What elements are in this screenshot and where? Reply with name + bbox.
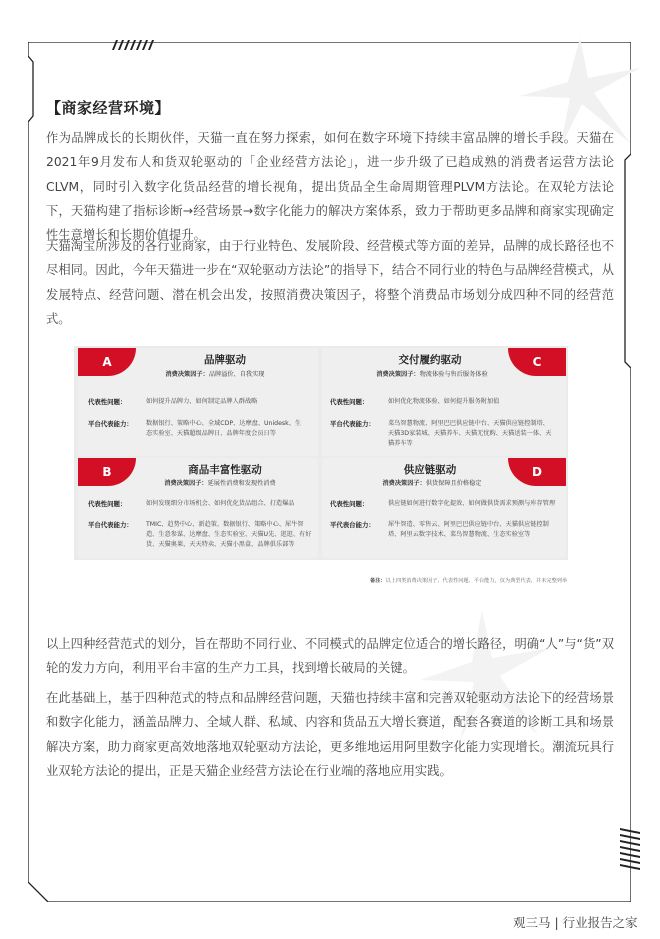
quadrant-b-title: 商品丰富性驱动 xyxy=(188,464,262,476)
quadrant-d-factor: 消费决策因子：供货保障且价格稳定 xyxy=(382,480,482,487)
quadrant-a-capability-label: 平台代表能力： xyxy=(88,420,133,428)
stripes-bottom-decoration xyxy=(620,826,640,872)
quadrant-b-factor: 消费决策因子：延展性消费和发现性消费 xyxy=(164,480,276,487)
quadrant-a-factor: 消费决策因子：品牌溢价、自我实现 xyxy=(165,371,265,378)
quadrant-b-question-label: 代表性问题： xyxy=(88,500,127,508)
quadrant-c-capability-label: 平台代表能力： xyxy=(330,420,375,428)
quadrant-d-question-label: 代表性问题： xyxy=(330,500,369,508)
quadrant-b-question-value: 如何发现细分市场机会、如何优化货品组合、打造爆品 xyxy=(146,500,295,507)
quadrant-c-question-label: 代表性问题： xyxy=(330,398,369,406)
quadrant-d-question-value: 供应链如何进行数字化提效、如何做供货需求预测与库存管理 xyxy=(388,500,556,507)
source-watermark: 观三马 | 行业报告之家 xyxy=(513,915,638,930)
quadrant-a-question-label: 代表性问题： xyxy=(88,398,127,406)
quadrant-c-question-value: 如何优化物流体验、如何提升服务附加值 xyxy=(388,398,500,405)
badge-b: B xyxy=(78,458,136,486)
stripes-top-decoration xyxy=(110,40,158,50)
paragraph-4: 在此基础上，基于四种范式的特点和品牌经营问题，天猫也持续丰富和完善双轮驱动方法论下的经营场景和数字化能力，涵盖品牌力、全域人群、私域、内容和货品五大增长赛道，配套各赛道的诊断工具和场景解决方案，助力商家更高效地落地双轮驱动方法论，更多维地运用阿里数字化能力实现增长。潮流玩具行业双轮方法论的提出，正是天猫企业经营方法论在行业端的落地应用实践。 xyxy=(46,691,614,778)
quadrant-a-question-value: 如何提升品牌力、如何制定品牌人群战略 xyxy=(146,398,258,405)
quadrant-d-title: 供应链驱动 xyxy=(403,464,457,476)
quadrant-b-capability-label: 平台代表能力： xyxy=(88,521,133,529)
quadrant-c-title: 交付履约驱动 xyxy=(398,354,462,366)
badge-a: A xyxy=(78,348,136,376)
quadrant-b-capability-value: TMIC、趋势中心、新趋策、数据银行、策略中心、犀牛智造、生意参谋、达摩盘、生态实验室、天猫U先、逛逛、有好货、天猫奥莱、天天特卖、天猫小黑盒、品牌俱乐部等 xyxy=(146,521,312,548)
quadrant-d-capability-label: 平代表台能力： xyxy=(330,521,375,529)
quadrant-a-capability-value: 数据银行、策略中心、全域CDP、达摩盘、Unidesk、生态实验室、天猫超级品牌日、品牌年度会员日等 xyxy=(146,420,302,437)
quadrant-a-title: 品牌驱动 xyxy=(204,354,246,366)
quadrant-d-capability-value: 犀牛智造、零售云、阿里巴巴供应链中台、天猫供应链控制塔、阿里云数字技术、菜鸟智慧物流、生态实验室等 xyxy=(388,521,549,538)
paragraph-2: 天猫淘宝所涉及的各行业商家，由于行业特色、发展阶段、经营模式等方面的差异，品牌的成长路径也不尽相同。因此，今年天猫进一步在“双轮驱动方法论”的指导下，结合不同行业的特色与品牌经营模式，从发展特点、经营问题、潜在机会出发，按照消费决策因子，将整个消费品市场划分成四种不同的经营范式。 xyxy=(46,239,614,326)
quadrant-c-capability-value: 菜鸟智慧物流、阿里巴巴供应链中台、天猫供应链控制塔、天猫3D家装城、天猫养车、天猫无忧购、天猫送装一体、天猫养车等 xyxy=(388,420,552,447)
badge-c: C xyxy=(508,348,566,376)
quadrant-c-factor: 消费决策因子：物流体验与售后服务体验 xyxy=(376,371,488,378)
section-title: 【商家经营环境】 xyxy=(46,99,171,117)
badge-d: D xyxy=(508,458,566,486)
figure-note: 备注：以上四类消费决策因子、代表性问题、平台能力，仅为典型代表，并未完整列举 xyxy=(370,578,568,584)
paragraph-3: 以上四种经营范式的划分，旨在帮助不同行业、不同模式的品牌定位适合的增长路径，明确“人”与“货”双轮的发力方向，利用平台丰富的生产力工具，找到增长破局的关键。 xyxy=(46,637,614,676)
paragraph-1: 作为品牌成长的长期伙伴，天猫一直在努力探索，如何在数字环境下持续丰富品牌的增长手段。天猫在2021年9月发布人和货双轮驱动的「企业经营方法论」，进一步升级了已趋成熟的消费者运营方法论CLVM，同时引入数字化货品经营的增长视角，提出货品全生命周期管理PLVM方法论。在双轮方法论下，天猫构建了指标诊断→经营场景→数字化能力的解决方案体系，致力于帮助更多品牌和商家实现确定性生意增长和长期价值提升。 xyxy=(46,131,614,243)
